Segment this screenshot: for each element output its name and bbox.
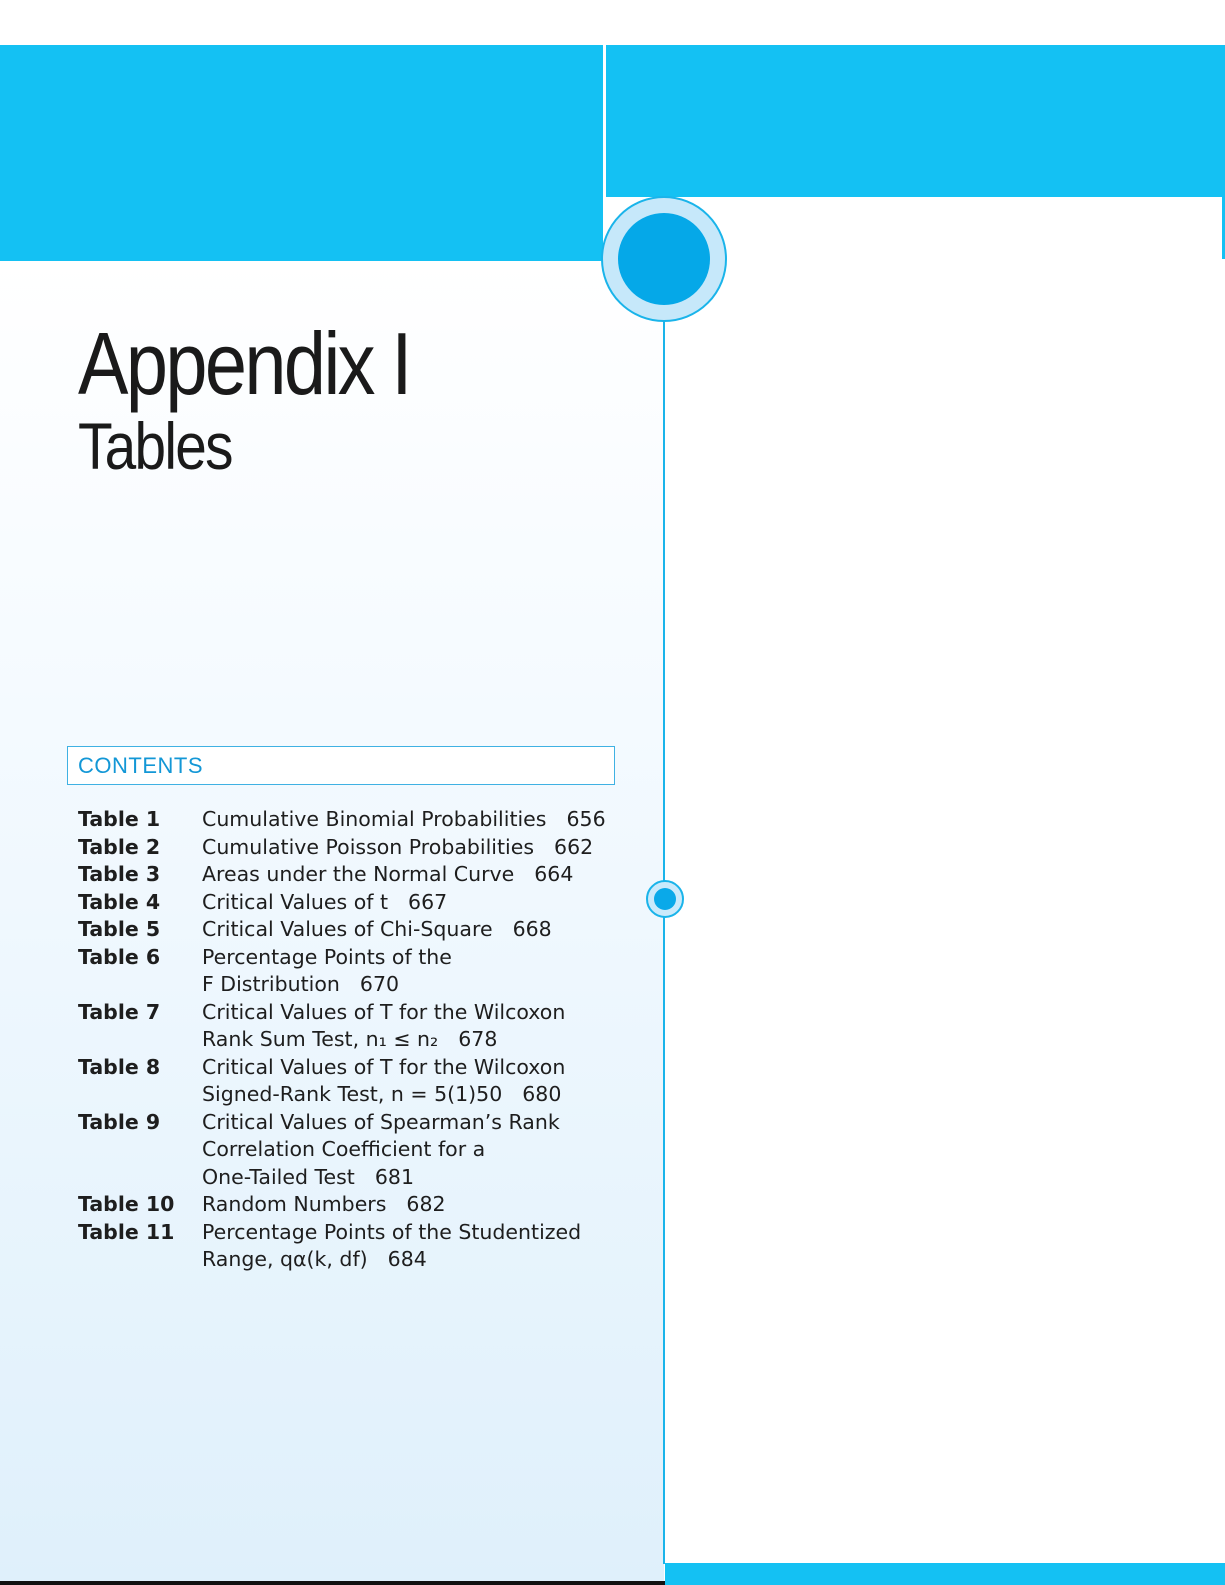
toc-entry-text: Correlation Coefficient for a: [202, 1137, 486, 1161]
toc-entry: [78, 916, 638, 944]
toc-entry-line: [202, 1219, 638, 1247]
toc-entry-description: [202, 1109, 638, 1192]
toc-entry-line: [202, 944, 638, 972]
toc-entry: [78, 1054, 638, 1109]
toc-entry-text: Signed-Rank Test, n = 5(1)50: [202, 1082, 503, 1106]
toc-entry-text: Critical Values of t: [202, 889, 389, 914]
footer-rule: [0, 1581, 665, 1585]
toc-entry-label: Table 5: [78, 917, 161, 941]
toc-entry: [78, 1219, 638, 1274]
toc-entry-description: [202, 834, 638, 862]
toc-entry-description: [202, 999, 638, 1054]
toc-page-number: 668: [512, 917, 552, 941]
contents-heading: CONTENTS: [78, 753, 203, 778]
toc-entry-line: [202, 806, 638, 834]
toc-entry-line: [202, 1109, 638, 1137]
vertical-divider-line: [663, 318, 665, 1564]
toc-entry-label: Table 2: [78, 834, 161, 859]
toc-entry-description: [202, 916, 638, 944]
toc-entry-line: [202, 889, 638, 917]
toc-entry-label: Table 6: [78, 944, 161, 969]
appendix-subtitle: Tables: [78, 409, 232, 483]
toc-page-number: 667: [408, 889, 448, 914]
toc-entry-description: [202, 1054, 638, 1109]
toc-entry-line: [202, 1054, 638, 1082]
toc-entry-line: [202, 1026, 638, 1054]
toc-entry-label: Table 7: [78, 999, 161, 1024]
table-of-contents: [78, 806, 638, 1274]
toc-entry-text: Critical Values of Chi-Square: [202, 917, 493, 941]
toc-entry-label: Table 3: [78, 862, 161, 886]
toc-entry-text: Random Numbers: [202, 1192, 387, 1216]
toc-entry-label: Table 10: [78, 1192, 175, 1216]
toc-entry: [78, 999, 638, 1054]
toc-entry: [78, 861, 638, 889]
small-circle-ornament: [646, 880, 684, 918]
toc-entry-description: [202, 889, 638, 917]
toc-entry-description: [202, 861, 638, 889]
toc-entry-text: One-Tailed Test: [202, 1164, 355, 1189]
toc-page-number: 682: [406, 1192, 446, 1216]
toc-entry-text: Critical Values of T for the Wilcoxon: [202, 1054, 566, 1079]
toc-page-number: 684: [387, 1247, 427, 1271]
toc-entry-label: Table 4: [78, 889, 161, 914]
toc-entry: [78, 889, 638, 917]
toc-page-number: 662: [554, 834, 594, 859]
toc-entry-label: Table 11: [78, 1219, 175, 1244]
toc-entry-description: [202, 1219, 638, 1274]
toc-page-number: 680: [522, 1082, 562, 1106]
toc-entry-text: Cumulative Binomial Probabilities: [202, 807, 547, 831]
header-banner-right: [606, 45, 1225, 197]
toc-entry-text: Critical Values of T for the Wilcoxon: [202, 999, 566, 1024]
toc-entry-text: Areas under the Normal Curve: [202, 862, 515, 886]
toc-entry-line: [202, 999, 638, 1027]
toc-entry-line: [202, 1081, 638, 1109]
toc-page-number: 678: [458, 1027, 498, 1051]
toc-entry-line: [202, 1191, 638, 1219]
toc-entry-label: Table 8: [78, 1054, 161, 1079]
toc-entry: [78, 944, 638, 999]
toc-entry: [78, 806, 638, 834]
toc-entry-description: [202, 806, 638, 834]
toc-page-number: 656: [566, 807, 606, 831]
appendix-title: Appendix I: [78, 314, 410, 413]
toc-page-number: 670: [359, 972, 400, 996]
toc-entry-text: F Distribution: [202, 972, 340, 996]
toc-entry-line: [202, 971, 638, 999]
toc-entry-description: [202, 944, 638, 999]
toc-entry-line: [202, 1136, 638, 1164]
contents-header-box: [67, 746, 615, 785]
toc-page-number: 664: [534, 862, 574, 886]
toc-entry-text: Range, qα(k, df): [202, 1247, 368, 1271]
toc-entry-label: Table 9: [78, 1109, 161, 1134]
toc-entry-line: [202, 1246, 638, 1274]
footer-bar: [665, 1563, 1225, 1585]
toc-entry-text: Percentage Points of the Studentized: [202, 1219, 582, 1244]
toc-entry-line: [202, 916, 638, 944]
toc-entry-text: Cumulative Poisson Probabilities: [202, 834, 535, 859]
large-circle-ornament: [601, 196, 727, 322]
header-banner-left: [0, 45, 603, 261]
toc-entry: [78, 1191, 638, 1219]
toc-entry-line: [202, 834, 638, 862]
toc-entry-label: Table 1: [78, 807, 161, 831]
toc-entry-text: Critical Values of Spearman’s Rank: [202, 1109, 560, 1134]
toc-entry-description: [202, 1191, 638, 1219]
toc-entry-line: [202, 1164, 638, 1192]
toc-entry-text: Percentage Points of the: [202, 944, 452, 969]
toc-entry-text: Rank Sum Test, n₁ ≤ n₂: [202, 1027, 439, 1051]
toc-entry: [78, 834, 638, 862]
toc-entry: [78, 1109, 638, 1192]
toc-page-number: 681: [374, 1164, 414, 1189]
toc-entry-line: [202, 861, 638, 889]
